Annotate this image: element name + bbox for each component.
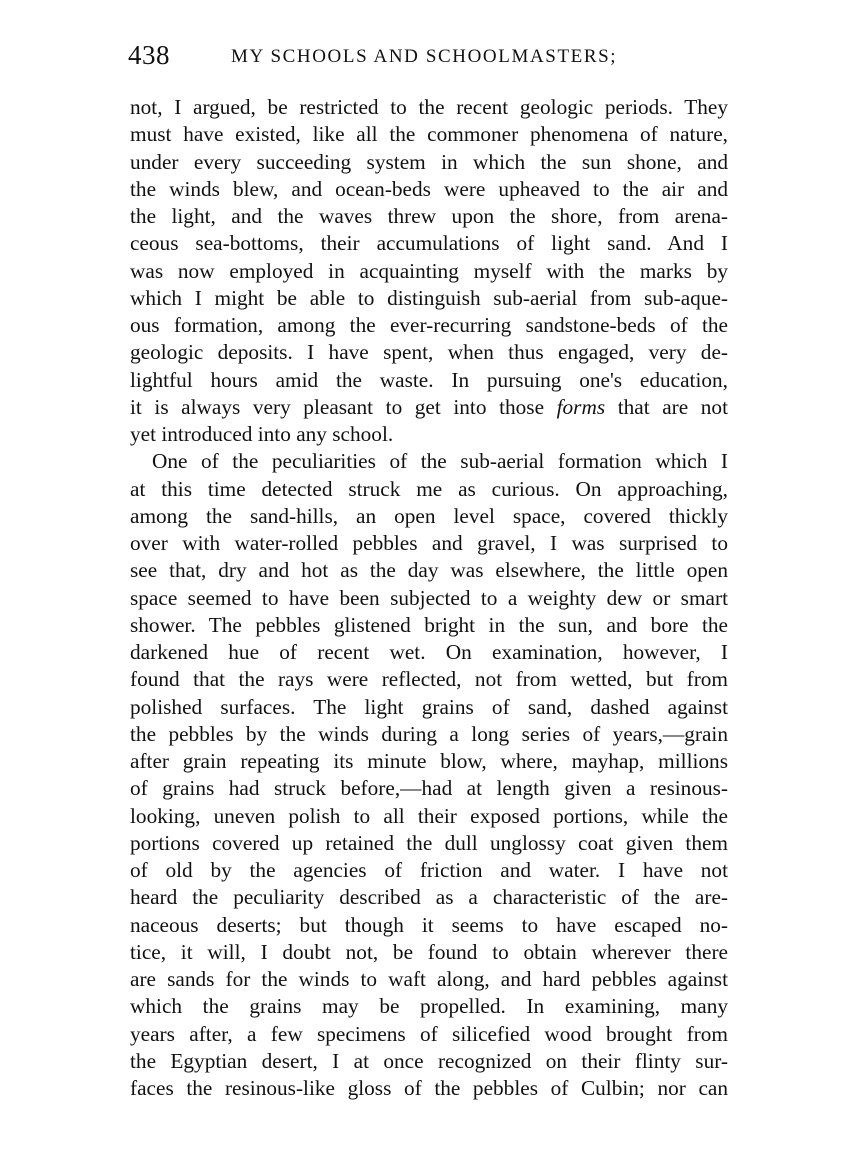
text-line: of grains had struck before,—had at length given a resinous- [130,776,728,801]
text-line: the Egyptian desert, I at once recognized on their flinty sur- [130,1048,728,1073]
text-line: shower. The pebbles glistened bright in the sun, and bore the [130,612,728,637]
text-line: was now employed in acquainting myself with the marks by [130,258,728,283]
text-line: yet introduced into any school. [130,422,394,446]
text-line: over with water-rolled pebbles and gravel, I was surprised to [130,531,728,555]
text-line: One of the peculiarities of the sub-aerial formation which I [152,449,728,474]
text-line: the winds blew, and ocean-beds were upheaved to the air and [130,176,728,201]
text-line: which I might be able to distinguish sub-aerial from sub-aque- [130,285,728,310]
text-line: after grain repeating its minute blow, where, mayhap, millions [130,749,728,773]
text-line: are sands for the winds to waft along, and hard pebbles against [130,967,728,991]
text-line: of old by the agencies of friction and water. I have not [130,858,728,882]
text-line: space seemed to have been subjected to a weighty dew or smart [130,585,728,610]
text-line: the light, and the waves threw upon the shore, from arena- [130,204,728,228]
text-line: at this time detected struck me as curious. On approaching, [130,476,728,501]
text-line: tice, it will, I doubt not, be found to obtain wherever there [130,939,728,964]
text-line: looking, uneven polish to all their exposed portions, while the [130,803,728,828]
text-line: heard the peculiarity described as a characteristic of the are- [130,885,728,910]
body-text [130,94,728,1102]
text-line: years after, a few specimens of silicefied wood brought from [130,1021,728,1046]
text-span: that are not [605,394,728,419]
text-line: which the grains may be propelled. In examining, many [130,994,728,1019]
text-line: must have existed, like all the commoner phenomena of nature, [130,122,728,147]
text-line: polished surfaces. The light grains of sand, dashed against [130,694,728,719]
text-line: not, I argued, be restricted to the recent geologic periods. They [130,95,728,119]
text-line: portions covered up retained the dull unglossy coat given them [130,830,728,855]
text-line: ous formation, among the ever-recurring sandstone-beds of the [130,313,728,337]
text-span: it is always very pleasant to get into those [130,394,557,419]
text-line: ceous sea-bottoms, their accumulations of light sand. And I [130,231,728,256]
page-number: 438 [128,40,170,70]
text-line: the pebbles by the winds during a long series of years,—grain [130,721,728,746]
text-line: lightful hours amid the waste. In pursuing one's education, [130,367,728,392]
text-line: under every succeeding system in which the sun shone, and [130,149,728,174]
text-line: geologic deposits. I have spent, when thus engaged, very de- [130,340,728,365]
italic-word: forms [556,394,606,419]
text-line-with-italic [130,394,728,421]
paragraph-1 [130,94,728,448]
text-line: found that the rays were reflected, not from wetted, but from [130,667,728,692]
text-line: naceous deserts; but though it seems to have escaped no- [130,912,728,937]
running-head [128,38,728,72]
running-title: MY SCHOOLS AND SCHOOLMASTERS; [231,46,618,67]
paragraph-2 [130,448,728,1102]
text-line: darkened hue of recent wet. On examination, however, I [130,640,728,664]
text-line: among the sand-hills, an open level space, covered thickly [130,503,728,528]
text-line: faces the resinous-like gloss of the pebbles of Culbin; nor can [130,1076,728,1100]
text-line: see that, dry and hot as the day was elsewhere, the little open [130,558,728,583]
